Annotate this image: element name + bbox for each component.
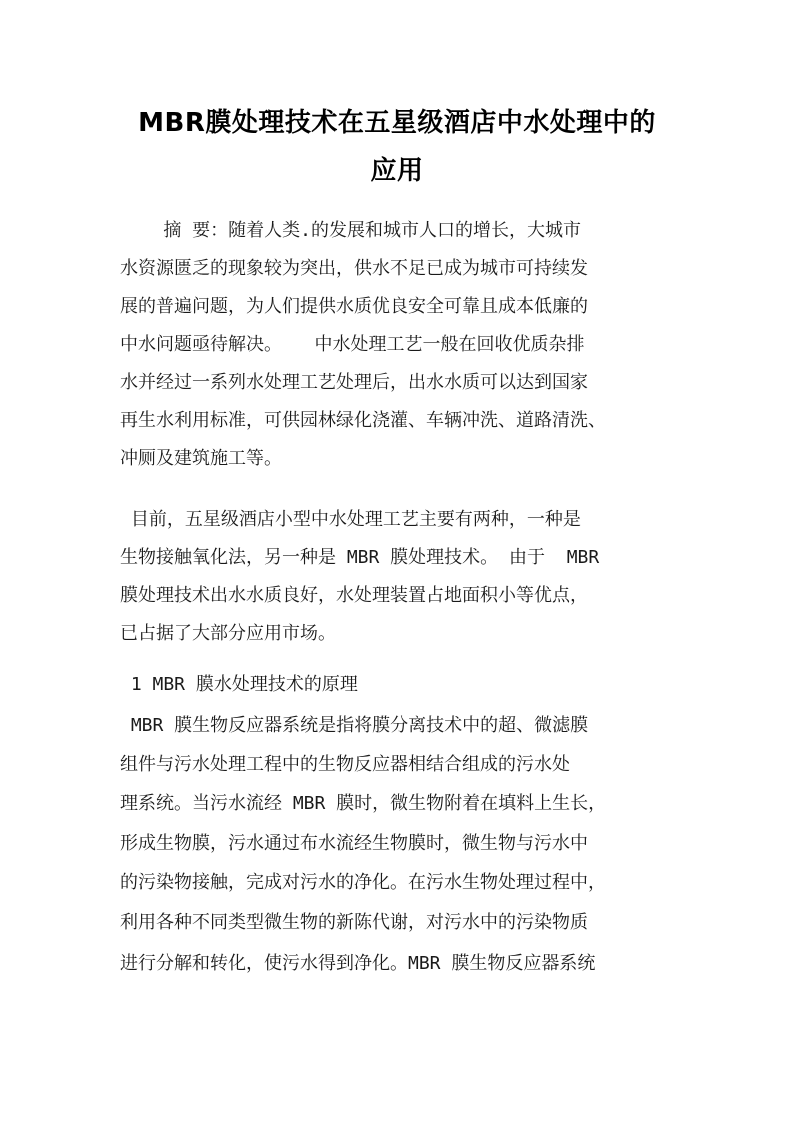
paragraph-line-8: 目前，五星级酒店小型中水处理工艺主要有两种，一种是 [120, 509, 581, 530]
paragraph-line-18: 利用各种不同类型微生物的新陈代谢，对污水中的污染物质 [120, 912, 588, 933]
paragraph-line-6: 再生水利用标准，可供园林绿化浇灌、车辆冲洗、道路清洗、 [120, 410, 606, 431]
paragraph-line-1: 摘 要：随着人类.的发展和城市人口的增长，大城市 [120, 220, 582, 241]
paragraph-line-9: 生物接触氧化法，另一种是 MBR 膜处理技术。 由于 MBR [120, 547, 600, 568]
paragraph-line-13: MBR 膜生物反应器系统是指将膜分离技术中的超、微滤膜 [120, 715, 589, 736]
paragraph-line-19: 进行分解和转化，使污水得到净化。MBR 膜生物反应器系统 [120, 953, 596, 974]
paragraph-line-16: 形成生物膜，污水通过布水流经生物膜时，微生物与污水中 [120, 833, 588, 854]
paragraph-line-10: 膜处理技术出水水质良好，水处理装置占地面积小等优点， [120, 585, 588, 606]
paragraph-line-4: 中水问题亟待解决。 中水处理工艺一般在回收优质杂排 [120, 334, 585, 355]
paragraph-line-2: 水资源匮乏的现象较为突出，供水不足已成为城市可持续发 [120, 258, 588, 279]
paragraph-line-15: 理系统。当污水流经 MBR 膜时，微生物附着在填料上生长， [120, 793, 607, 814]
paragraph-line-3: 展的普遍问题，为人们提供水质优良安全可靠且成本低廉的 [120, 296, 588, 317]
section-heading: 1 MBR 膜水处理技术的原理 [120, 674, 358, 695]
paragraph-line-7: 冲厕及建筑施工等。 [120, 448, 282, 469]
document-title-line-1: MBR膜处理技术在五星级酒店中水处理中的 [138, 108, 656, 138]
document-title-line-2: 应用 [370, 156, 424, 186]
paragraph-line-17: 的污染物接触，完成对污水的净化。在污水生物处理过程中， [120, 872, 606, 893]
paragraph-line-5: 水并经过一系列水处理工艺处理后，出水水质可以达到国家 [120, 372, 588, 393]
paragraph-line-14: 组件与污水处理工程中的生物反应器相结合组成的污水处 [120, 754, 570, 775]
paragraph-line-11: 已占据了大部分应用市场。 [120, 623, 336, 644]
